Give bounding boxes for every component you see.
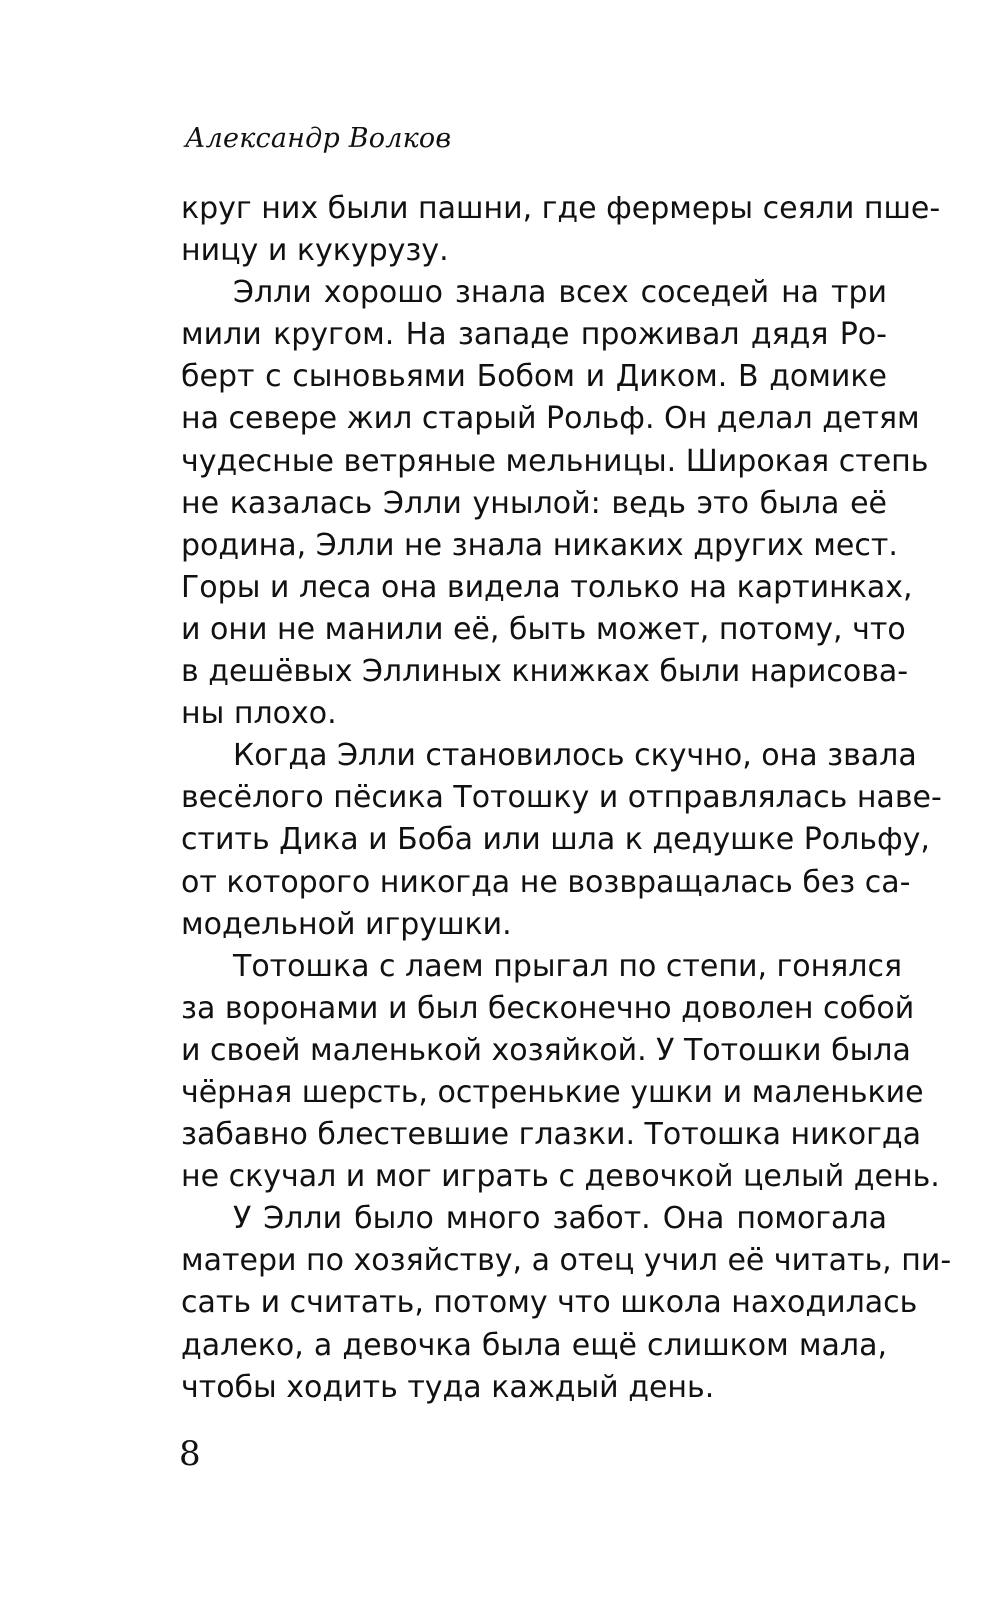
text-line: на севере жил старый Рольф. Он делал детям (181, 401, 920, 437)
text-line: Горы и леса она видела только на картинках, (181, 569, 913, 605)
text-line: мили кругом. На западе проживал дядя Ро- (181, 317, 887, 353)
text-line: забавно блестевшие глазки. Тотошка никогда (181, 1117, 922, 1153)
text-line: матери по хозяйству, а отец учил её читать, пи- (181, 1243, 952, 1279)
text-line: У Элли было много забот. Она помогала (233, 1201, 887, 1237)
text-line: стить Дика и Боба или шла к дедушке Рольфу, (181, 822, 930, 858)
text-line: Когда Элли становилось скучно, она звала (233, 738, 917, 774)
text-line: чтобы ходить туда каждый день. (181, 1369, 715, 1405)
text-line: за воронами и был бесконечно доволен собой (181, 990, 915, 1026)
text-line: от которого никогда не возвращалась без са- (181, 864, 911, 900)
text-line: модельной игрушки. (181, 906, 512, 942)
running-head: Александр Волков (185, 123, 452, 154)
text-line: и своей маленькой хозяйкой. У Тотошки была (181, 1032, 911, 1068)
text-line: ницу и кукурузу. (181, 233, 449, 269)
text-line: сать и считать, потому что школа находилась (181, 1285, 918, 1321)
text-line: далеко, а девочка была ещё слишком мала, (181, 1327, 887, 1363)
text-line: весёлого пёсика Тотошку и отправлялась наве- (181, 780, 942, 816)
text-line: в дешёвых Эллиных книжках были нарисова- (181, 654, 909, 690)
text-line: Тотошка с лаем прыгал по степи, гонялся (233, 948, 903, 984)
text-line: берт с сыновьями Бобом и Диком. В домике (181, 359, 887, 395)
text-line: круг них были пашни, где фермеры сеяли пше- (181, 191, 941, 226)
text-line: и они не манили её, быть может, потому, что (181, 611, 906, 647)
text-line: ны плохо. (181, 696, 337, 732)
text-line: не казалась Элли унылой: ведь это была её (181, 485, 887, 521)
text-line: Элли хорошо знала всех соседей на три (233, 275, 887, 311)
page-number: 8 (179, 1434, 201, 1474)
text-line: чудесные ветряные мельницы. Широкая степь (181, 443, 929, 479)
text-line: родина, Элли не знала никаких других мест. (181, 527, 898, 563)
text-line: чёрная шерсть, остренькие ушки и маленькие (181, 1074, 924, 1110)
body-text (181, 188, 952, 1409)
text-line: не скучал и мог играть с девочкой целый день. (181, 1159, 940, 1195)
